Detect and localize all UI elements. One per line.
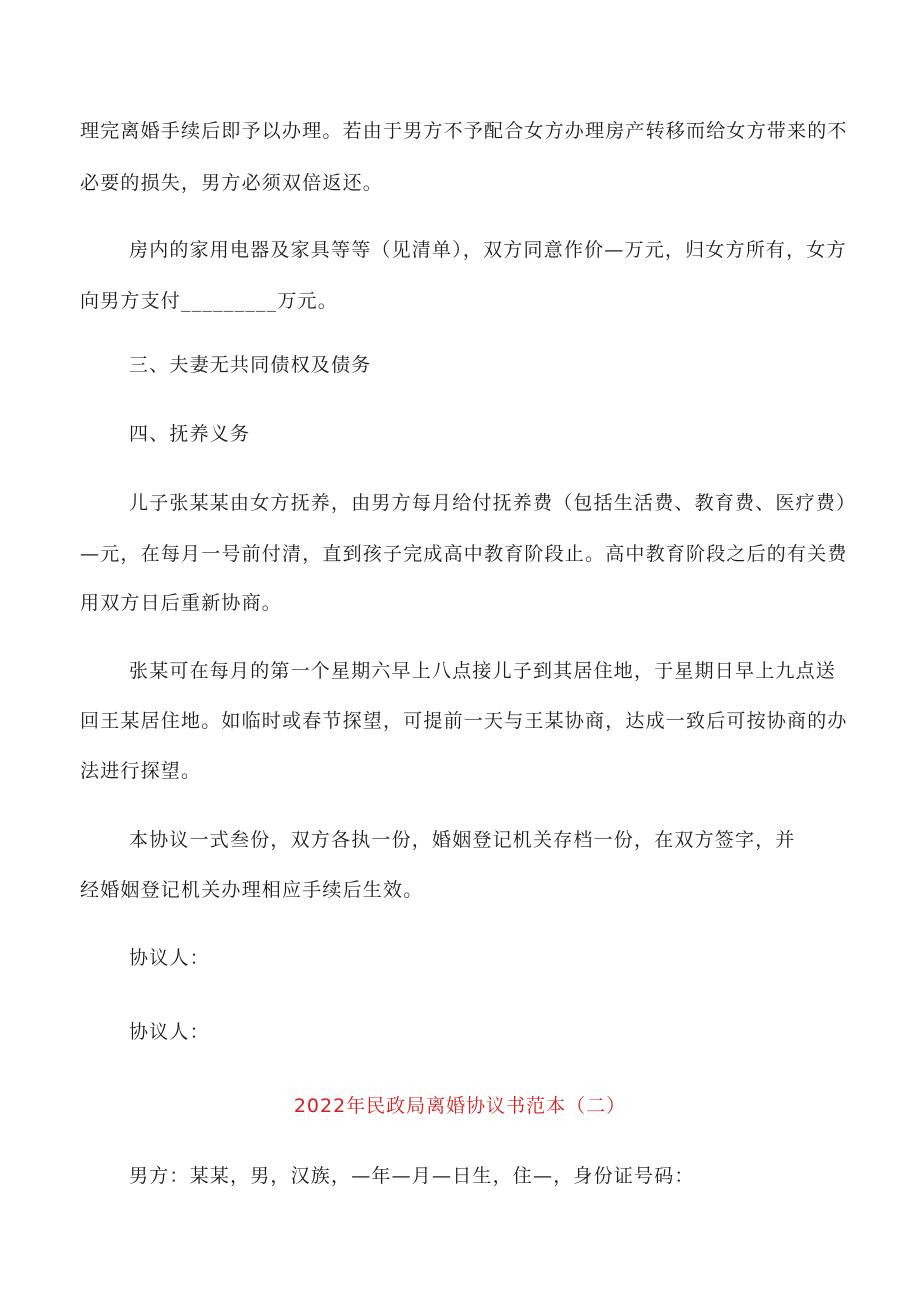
paragraph-1-line-1: 理完离婚手续后即予以办理。若由于男方不予配合女方办理房产转移而给女方带来的不 <box>80 120 848 142</box>
paragraph-4-line-3: 法进行探望。 <box>80 760 202 782</box>
paragraph-3-line-2: —元，在每月一号前付清，直到孩子完成高中教育阶段止。高中教育阶段之后的有关费 <box>80 543 848 565</box>
paragraph-5-line-1: 本协议一式叁份，双方各执一份，婚姻登记机关存档一份，在双方签字，并 <box>129 829 796 851</box>
signature-line-1: 协议人： <box>129 947 210 969</box>
section-3-heading: 三、夫妻无共同债权及债务 <box>129 354 372 376</box>
document-heading: 2022年民政局离婚协议书范本（二） <box>293 1095 627 1117</box>
paragraph-4-line-2: 回王某居住地。如临时或春节探望，可提前一天与王某协商，达成一致后可按协商的办 <box>80 710 848 732</box>
paragraph-4-line-1: 张某可在每月的第一个星期六早上八点接儿子到其居住地，于星期日早上九点送 <box>129 660 837 682</box>
paragraph-1-line-2: 必要的损失，男方必须双倍返还。 <box>80 172 384 194</box>
paragraph-3-line-1: 儿子张某某由女方抚养，由男方每月给付抚养费（包括生活费、教育费、医疗费） <box>129 492 857 514</box>
paragraph-3-line-3: 用双方日后重新协商。 <box>80 592 283 614</box>
paragraph-2-line-2: 向男方支付_________万元。 <box>80 290 338 312</box>
signature-line-2: 协议人： <box>129 1021 210 1043</box>
paragraph-5-line-2: 经婚姻登记机关办理相应手续后生效。 <box>80 879 424 901</box>
paragraph-2-line-1: 房内的家用电器及家具等等（见清单），双方同意作价—万元，归女方所有，女方 <box>129 239 847 261</box>
section-4-heading: 四、抚养义务 <box>129 423 251 445</box>
male-party-line: 男方：某某，男，汉族，—年—月—日生，住—，身份证号码： <box>129 1165 695 1187</box>
